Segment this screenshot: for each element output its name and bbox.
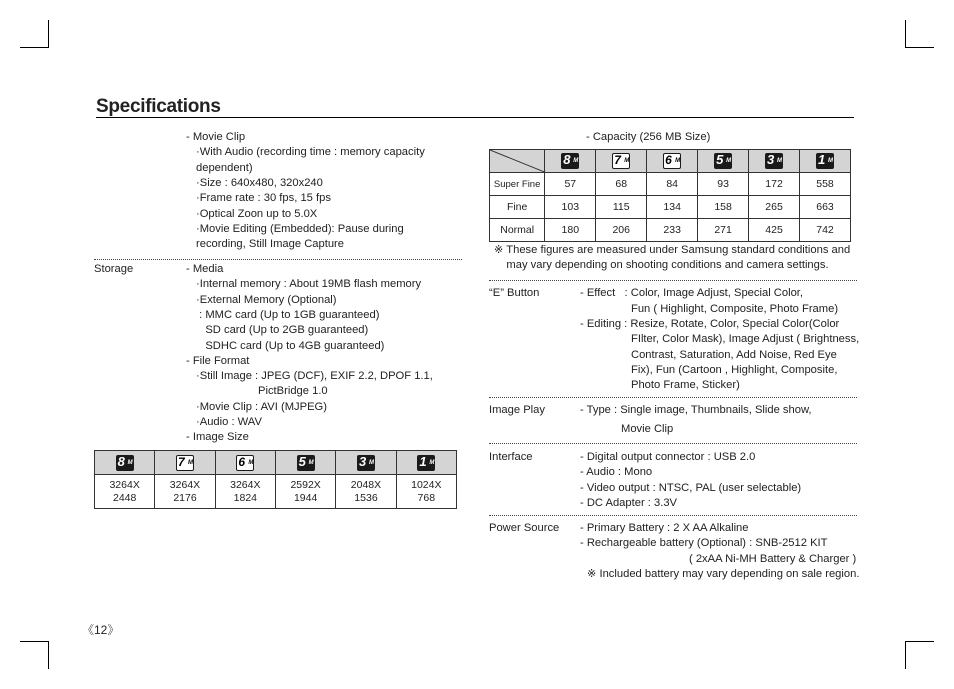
table-row (490, 173, 851, 196)
size-icon-cell (396, 451, 456, 475)
capacity-cell: 93 (698, 173, 749, 196)
interface-line: - Video output : NTSC, PAL (user selectable) (580, 482, 802, 494)
capacity-icon-cell (749, 150, 800, 173)
quality-label: Super Fine (490, 173, 545, 196)
capacity-cell: 233 (647, 219, 698, 242)
8m-resolution-icon: 8 M (117, 453, 133, 469)
1m-resolution-icon: 1 M (818, 152, 833, 167)
capacity-cell: 134 (647, 196, 698, 219)
capacity-cell: 180 (545, 219, 596, 242)
1m-resolution-icon: 1 M (419, 453, 435, 469)
capacity-cell: 558 (800, 173, 851, 196)
movie-clip-line: recording, Still Image Capture (196, 238, 344, 250)
7m-resolution-icon: 7 M (614, 153, 630, 167)
media-heading: - Media (186, 263, 224, 275)
file-format-heading: - File Format (186, 355, 250, 367)
capacity-cell: 57 (545, 173, 596, 196)
movie-clip-line: ·Frame rate : 30 fps, 15 fps (196, 192, 331, 204)
size-icon-cell (275, 451, 335, 475)
interface-line: - Digital output connector : USB 2.0 (580, 451, 756, 463)
movie-clip-line: ·Optical Zoon up to 5.0X (196, 208, 318, 220)
media-line: SD card (Up to 2GB guaranteed) (196, 324, 369, 336)
5m-resolution-icon: 5 M (298, 453, 314, 469)
media-line: ·Internal memory : About 19MB flash memory (196, 278, 422, 290)
file-format-line: ·Still Image : JPEG (DCF), EXIF 2.2, DPOF 1.1, (196, 370, 433, 382)
7m-resolution-icon: 7 M (177, 454, 193, 469)
5m-resolution-icon: 5 M (716, 152, 732, 167)
size-icon-cell (155, 451, 215, 475)
8m-resolution-icon: 8 M (563, 152, 579, 167)
movie-clip-line: ·Size : 640x480, 320x240 (196, 177, 323, 189)
crop-mark (48, 20, 49, 48)
capacity-cell: 84 (647, 173, 698, 196)
movie-clip-line: dependent) (196, 162, 253, 174)
3m-resolution-icon: 3 M (767, 152, 783, 167)
e-button-line: - Effect : Color, Image Adjust, Special Color, (580, 287, 804, 299)
interface-line: - Audio : Mono (580, 466, 653, 478)
capacity-table (489, 149, 851, 242)
capacity-cell: 158 (698, 196, 749, 219)
image-play-line: Movie Clip (621, 423, 674, 435)
capacity-cell: 115 (596, 196, 647, 219)
capacity-cell: 265 (749, 196, 800, 219)
table-row (490, 196, 851, 219)
storage-label: Storage (94, 263, 134, 275)
table-row (490, 219, 851, 242)
interface-line: - DC Adapter : 3.3V (580, 497, 678, 509)
6m-resolution-icon: 6 M (665, 153, 681, 167)
title-rule (96, 117, 854, 118)
crop-mark (48, 641, 49, 669)
capacity-icon-cell (800, 150, 851, 173)
e-button-line: Contrast, Saturation, Add Noise, Red Eye (631, 349, 837, 361)
capacity-note: may vary depending on shooting conditions and camera settings. (494, 259, 829, 271)
crop-mark (905, 641, 906, 669)
e-button-line: Photo Frame, Sticker) (631, 379, 740, 391)
e-button-line: FIlter, Color Mask), Image Adjust ( Brightness, (631, 333, 860, 345)
movie-clip-heading: - Movie Clip (186, 131, 246, 143)
media-line: : MMC card (Up to 1GB guaranteed) (196, 309, 380, 321)
image-play-line: - Type : Single image, Thumbnails, Slide show, (580, 404, 812, 416)
power-source-line: ※ Included battery may vary depending on sale region. (587, 568, 860, 580)
section-divider (489, 280, 857, 281)
capacity-icon-cell (698, 150, 749, 173)
section-divider (489, 443, 857, 444)
size-cell: 2048X 1536 (336, 475, 396, 509)
crop-mark (905, 641, 934, 642)
crop-mark (20, 47, 49, 48)
file-format-line: ·Movie Clip : AVI (MJPEG) (196, 401, 327, 413)
movie-clip-line: ·Movie Editing (Embedded): Pause during (196, 223, 404, 235)
media-line: ·External Memory (Optional) (196, 294, 337, 306)
capacity-icon-cell (545, 150, 596, 173)
e-button-line: Fun ( Highlight, Composite, Photo Frame) (631, 303, 839, 315)
movie-clip-line: ·With Audio (recording time : memory capacity (196, 146, 425, 158)
page-number: 《12》 (82, 623, 120, 637)
crop-mark (905, 20, 906, 48)
size-icon-cell (336, 451, 396, 475)
size-cell: 3264X 1824 (215, 475, 275, 509)
6m-resolution-icon: 6 M (238, 454, 254, 469)
file-format-line: ·Audio : WAV (196, 416, 262, 428)
image-size-heading: - Image Size (186, 431, 249, 443)
power-source-label: Power Source (489, 522, 560, 534)
size-icon-cell (95, 451, 155, 475)
size-icon-cell (215, 451, 275, 475)
capacity-cell: 425 (749, 219, 800, 242)
power-source-line: - Rechargeable battery (Optional) : SNB-2512 KIT (580, 537, 828, 549)
quality-label: Normal (490, 219, 545, 242)
3m-resolution-icon: 3 M (358, 453, 374, 469)
image-size-table (94, 450, 457, 509)
size-cell: 3264X 2176 (155, 475, 215, 509)
size-cell: 1024X 768 (396, 475, 456, 509)
power-source-line: ( 2xAA Ni-MH Battery & Charger ) (689, 553, 857, 565)
capacity-icon-cell (647, 150, 698, 173)
page-title: Specifications (96, 96, 221, 117)
power-source-line: - Primary Battery : 2 X AA Alkaline (580, 522, 749, 534)
diagonal-header-cell (490, 150, 545, 173)
capacity-cell: 271 (698, 219, 749, 242)
interface-label: Interface (489, 451, 533, 463)
quality-label: Fine (490, 196, 545, 219)
size-cell: 3264X 2448 (95, 475, 155, 509)
capacity-cell: 742 (800, 219, 851, 242)
e-button-label: “E” Button (489, 287, 540, 299)
diagonal-line-icon (490, 150, 547, 173)
image-play-label: Image Play (489, 404, 545, 416)
capacity-cell: 663 (800, 196, 851, 219)
section-divider (489, 397, 857, 398)
crop-mark (20, 641, 49, 642)
crop-mark (905, 47, 934, 48)
e-button-line: - Editing : Resize, Rotate, Color, Special Color(Color (580, 318, 840, 330)
capacity-cell: 206 (596, 219, 647, 242)
capacity-cell: 68 (596, 173, 647, 196)
capacity-icon-cell (596, 150, 647, 173)
capacity-cell: 103 (545, 196, 596, 219)
e-button-line: Fix), Fun (Cartoon , Highlight, Composite, (631, 364, 838, 376)
file-format-line: PictBridge 1.0 (258, 385, 328, 397)
size-cell: 2592X 1944 (275, 475, 335, 509)
capacity-cell: 172 (749, 173, 800, 196)
capacity-heading: - Capacity (256 MB Size) (586, 131, 711, 143)
capacity-note: ※ These figures are measured under Samsung standard conditions and (494, 244, 851, 256)
section-divider (489, 515, 857, 516)
media-line: SDHC card (Up to 4GB guaranteed) (196, 340, 385, 352)
section-divider (94, 259, 462, 260)
